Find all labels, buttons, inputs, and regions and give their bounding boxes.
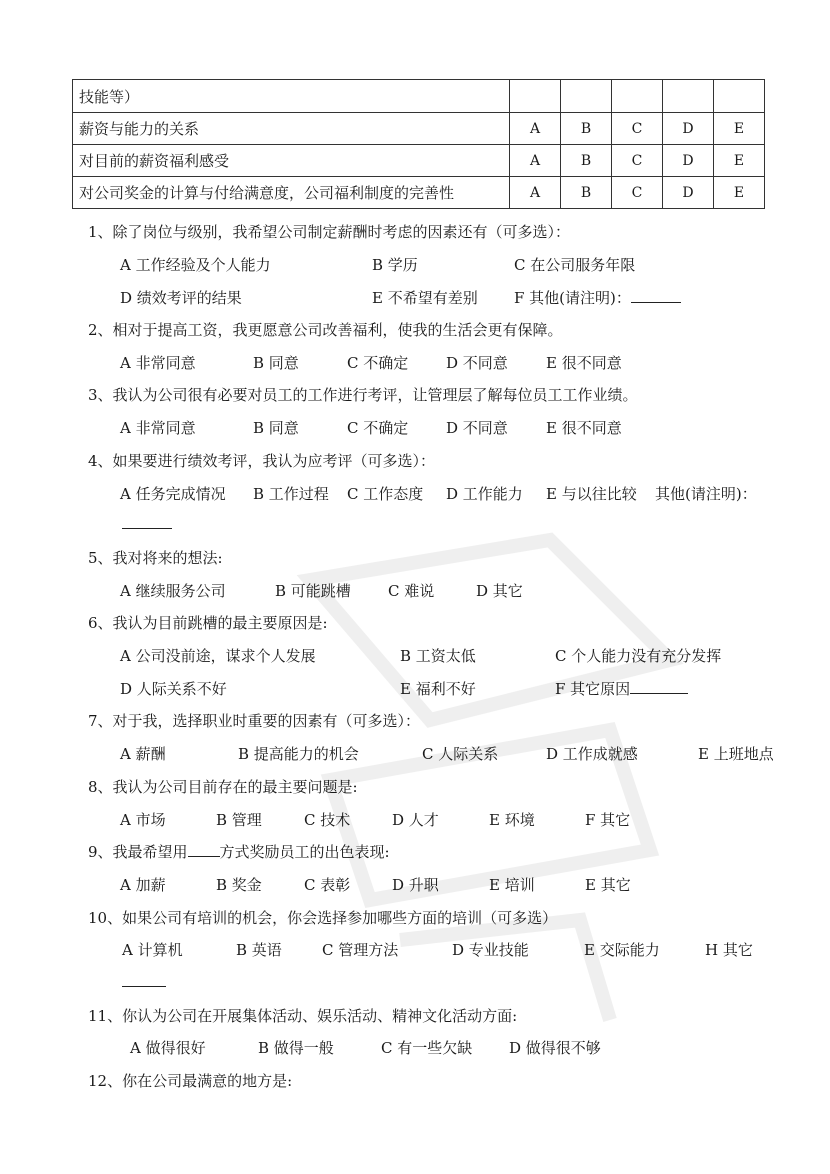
q10-option-c[interactable]: C 管理方法 bbox=[322, 941, 399, 959]
row-label: 对目前的薪资福利感受 bbox=[73, 145, 510, 177]
q1-option-c[interactable]: C 在公司服务年限 bbox=[514, 256, 636, 274]
option-cell[interactable]: A bbox=[510, 177, 561, 209]
satisfaction-table bbox=[72, 79, 765, 209]
q10-fill-blank[interactable] bbox=[122, 970, 166, 987]
q8-option-c[interactable]: C 技术 bbox=[304, 811, 351, 829]
q9-fill-blank[interactable] bbox=[188, 856, 220, 857]
table-row bbox=[73, 113, 765, 145]
q4-option-e[interactable]: E 与以往比较 bbox=[546, 485, 637, 503]
question-1: 1、除了岗位与级别，我希望公司制定薪酬时考虑的因素还有（可多选）： bbox=[88, 223, 571, 241]
q7-option-a[interactable]: A 薪酬 bbox=[120, 745, 166, 763]
row-label: 技能等） bbox=[73, 80, 510, 113]
option-cell[interactable]: D bbox=[663, 145, 714, 177]
option-cell[interactable]: D bbox=[663, 177, 714, 209]
q3-option-a[interactable]: A 非常同意 bbox=[120, 419, 196, 437]
q8-option-f[interactable]: F 其它 bbox=[585, 811, 631, 829]
question-6: 6、我认为目前跳槽的最主要原因是: bbox=[88, 614, 328, 632]
option-cell[interactable]: D bbox=[663, 113, 714, 145]
q9-option-e[interactable]: E 培训 bbox=[489, 876, 535, 894]
q8-option-e[interactable]: E 环境 bbox=[489, 811, 535, 829]
q8-option-b[interactable]: B 管理 bbox=[216, 811, 262, 829]
question-7: 7、对于我，选择职业时重要的因素有（可多选）： bbox=[88, 712, 421, 730]
q4-fill-blank[interactable] bbox=[122, 512, 172, 529]
q9-option-a[interactable]: A 加薪 bbox=[120, 876, 166, 894]
q2-option-b[interactable]: B 同意 bbox=[253, 354, 299, 372]
q9-option-b[interactable]: B 奖金 bbox=[216, 876, 262, 894]
q6-option-d[interactable]: D 人际关系不好 bbox=[120, 680, 227, 698]
q1-option-f-label: F 其他(请注明)： bbox=[514, 289, 631, 307]
q10-option-e[interactable]: E 交际能力 bbox=[584, 941, 660, 959]
q2-option-e[interactable]: E 很不同意 bbox=[546, 354, 622, 372]
question-11: 11、你认为公司在开展集体活动、娱乐活动、精神文化活动方面: bbox=[88, 1007, 518, 1025]
option-cell[interactable]: A bbox=[510, 145, 561, 177]
q7-option-b[interactable]: B 提高能力的机会 bbox=[238, 745, 359, 763]
q11-option-b[interactable]: B 做得一般 bbox=[258, 1039, 334, 1057]
q5-option-c[interactable]: C 难说 bbox=[388, 582, 435, 600]
option-cell[interactable] bbox=[561, 80, 612, 113]
question-9 bbox=[88, 841, 390, 862]
option-cell[interactable] bbox=[714, 80, 765, 113]
q4-option-b[interactable]: B 工作过程 bbox=[253, 485, 329, 503]
q6-option-e[interactable]: E 福利不好 bbox=[400, 680, 476, 698]
q5-option-a[interactable]: A 继续服务公司 bbox=[120, 582, 226, 600]
option-cell[interactable]: C bbox=[612, 145, 663, 177]
option-cell[interactable] bbox=[510, 80, 561, 113]
q1-option-a[interactable]: A 工作经验及个人能力 bbox=[120, 256, 271, 274]
q7-option-e[interactable]: E 上班地点 bbox=[698, 745, 774, 763]
q6-option-c[interactable]: C 个人能力没有充分发挥 bbox=[555, 647, 722, 665]
q2-option-a[interactable]: A 非常同意 bbox=[120, 354, 196, 372]
question-8: 8、我认为公司目前存在的最主要问题是: bbox=[88, 778, 358, 796]
option-cell[interactable]: A bbox=[510, 113, 561, 145]
row-label: 薪资与能力的关系 bbox=[73, 113, 510, 145]
q1-option-b[interactable]: B 学历 bbox=[372, 256, 418, 274]
q3-option-b[interactable]: B 同意 bbox=[253, 419, 299, 437]
q9-option-f[interactable]: E 其它 bbox=[585, 876, 631, 894]
q4-option-a[interactable]: A 任务完成情况 bbox=[120, 485, 226, 503]
question-12: 12、你在公司最满意的地方是: bbox=[88, 1072, 293, 1090]
row-label: 对公司奖金的计算与付给满意度，公司福利制度的完善性 bbox=[73, 177, 510, 209]
q3-option-e[interactable]: E 很不同意 bbox=[546, 419, 622, 437]
option-cell[interactable] bbox=[612, 80, 663, 113]
table-row bbox=[73, 177, 765, 209]
option-cell[interactable]: E bbox=[714, 177, 765, 209]
q6-option-f-label: F 其它原因 bbox=[555, 680, 631, 698]
q8-option-a[interactable]: A 市场 bbox=[120, 811, 166, 829]
q1-option-d[interactable]: D 绩效考评的结果 bbox=[120, 289, 242, 307]
q10-option-h[interactable]: H 其它 bbox=[705, 941, 753, 959]
option-cell[interactable]: E bbox=[714, 145, 765, 177]
table-row bbox=[73, 145, 765, 177]
q5-option-d[interactable]: D 其它 bbox=[476, 582, 523, 600]
q4-option-c[interactable]: C 工作态度 bbox=[347, 485, 424, 503]
option-cell[interactable]: B bbox=[561, 145, 612, 177]
q6-option-a[interactable]: A 公司没前途，谋求个人发展 bbox=[120, 647, 316, 665]
q5-option-b[interactable]: B 可能跳槽 bbox=[275, 582, 351, 600]
q7-option-d[interactable]: D 工作成就感 bbox=[546, 745, 638, 763]
question-3: 3、我认为公司很有必要对员工的工作进行考评，让管理层了解每位员工工作业绩。 bbox=[88, 386, 638, 404]
option-cell[interactable]: C bbox=[612, 177, 663, 209]
q11-option-c[interactable]: C 有一些欠缺 bbox=[381, 1039, 473, 1057]
option-cell[interactable] bbox=[663, 80, 714, 113]
question-5: 5、我对将来的想法: bbox=[88, 549, 223, 567]
question-2: 2、相对于提高工资，我更愿意公司改善福利，使我的生活会更有保障。 bbox=[88, 321, 563, 339]
q9-option-c[interactable]: C 表彰 bbox=[304, 876, 351, 894]
q11-option-d[interactable]: D 做得很不够 bbox=[509, 1039, 601, 1057]
question-10: 10、如果公司有培训的机会，你会选择参加哪些方面的培训（可多选） bbox=[88, 909, 558, 927]
q7-option-c[interactable]: C 人际关系 bbox=[422, 745, 499, 763]
q6-option-b[interactable]: B 工资太低 bbox=[400, 647, 476, 665]
q9-text-before: 9、我最希望用 bbox=[88, 843, 188, 861]
option-cell[interactable]: B bbox=[561, 177, 612, 209]
q9-option-d[interactable]: D 升职 bbox=[392, 876, 439, 894]
q8-option-d[interactable]: D 人才 bbox=[392, 811, 439, 829]
q3-option-c[interactable]: C 不确定 bbox=[347, 419, 409, 437]
q4-option-other[interactable]: 其他(请注明)： bbox=[655, 485, 757, 503]
q11-option-a[interactable]: A 做得很好 bbox=[130, 1039, 206, 1057]
q6-option-f[interactable] bbox=[555, 678, 688, 699]
table-row bbox=[73, 80, 765, 113]
question-4: 4、如果要进行绩效考评，我认为应考评（可多选）： bbox=[88, 452, 436, 470]
q10-option-b[interactable]: B 英语 bbox=[236, 941, 282, 959]
q1-fill-blank[interactable] bbox=[631, 302, 681, 303]
q3-option-d[interactable]: D 不同意 bbox=[446, 419, 508, 437]
q10-option-d[interactable]: D 专业技能 bbox=[452, 941, 529, 959]
q6-fill-blank[interactable] bbox=[630, 693, 688, 694]
q4-option-d[interactable]: D 工作能力 bbox=[446, 485, 523, 503]
q9-text-after: 方式奖励员工的出色表现: bbox=[219, 843, 390, 861]
q1-option-e[interactable]: E 不希望有差别 bbox=[372, 289, 478, 307]
option-cell[interactable]: E bbox=[714, 113, 765, 145]
q2-option-c[interactable]: C 不确定 bbox=[347, 354, 409, 372]
option-cell[interactable]: C bbox=[612, 113, 663, 145]
q2-option-d[interactable]: D 不同意 bbox=[446, 354, 508, 372]
q10-option-a[interactable]: A 计算机 bbox=[122, 941, 183, 959]
option-cell[interactable]: B bbox=[561, 113, 612, 145]
q1-option-f[interactable] bbox=[514, 287, 681, 308]
